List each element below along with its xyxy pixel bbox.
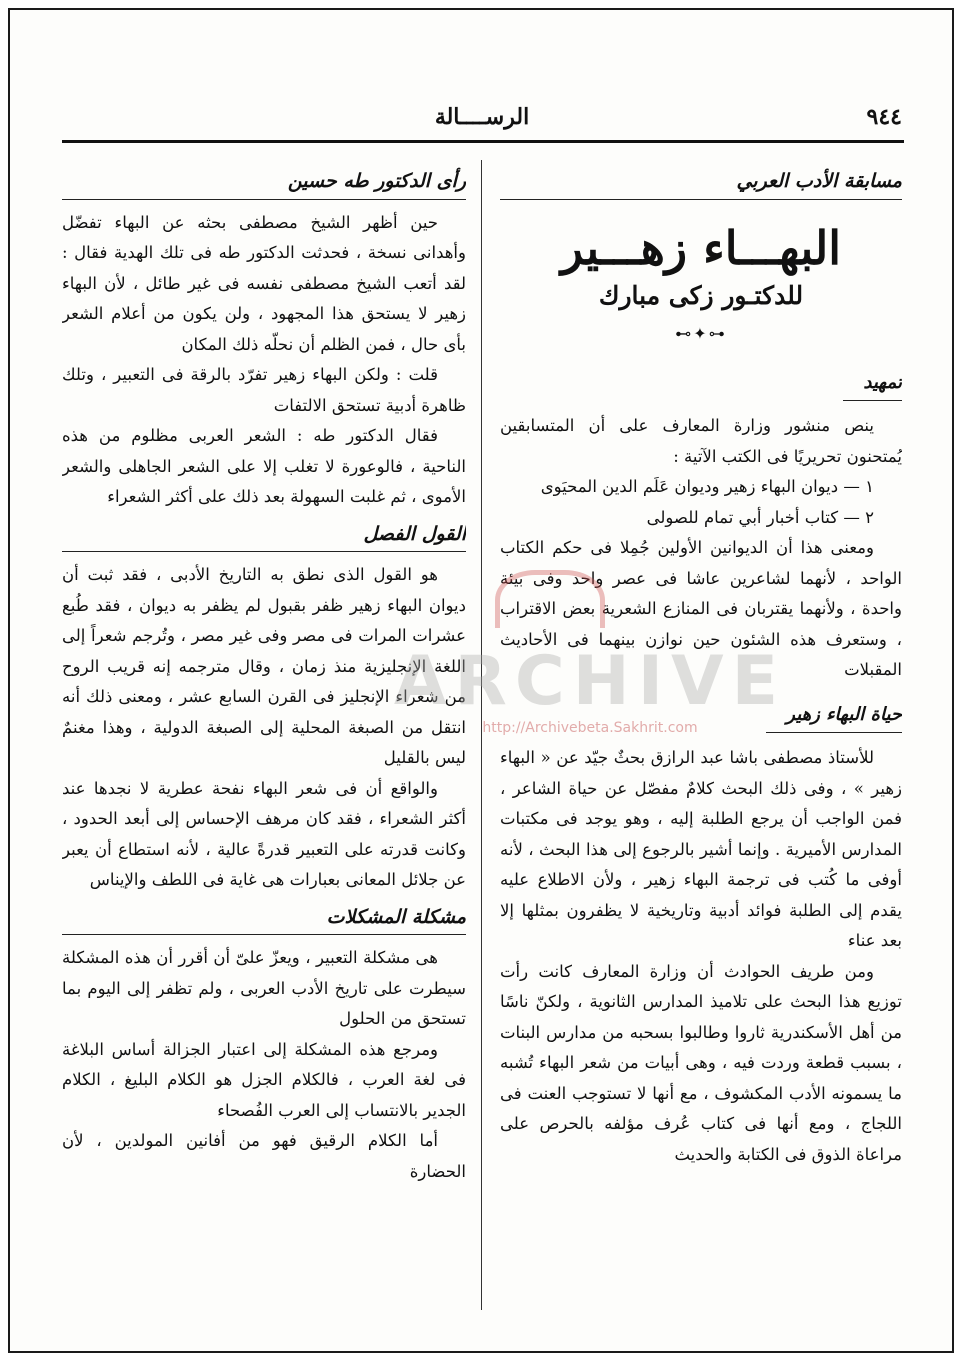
right-column <box>500 160 902 1310</box>
paragraph: هو القول الذى نطق به التاريخ الأدبى ، فقد ثبت أن ديوان البهاء زهير ظفر بقبول لم يظفر به ديوان ، فقد طُبع عشرات المرات فى مصر وفى غير مصر ، وتُرجم شعراً إلى اللغة الإنجليزية منذ زمان ، وقال مترجمه إنه قريب الروح من شعراء الإنجليز فى القرن السابع عشر ، ومعنى ذلك أنه انتقل من الصبغة المحلية إلى الصبغة الدولية ، وهذا مغنمٌ ليس بالقليل <box>62 565 466 767</box>
section-heading-life: حياة البهاء زهير <box>766 700 902 734</box>
section-heading-final-word: القول الفصل <box>62 519 466 553</box>
article-title: البهـــاء زهـــير <box>560 220 842 275</box>
left-column <box>62 160 466 1310</box>
page-number: ٩٤٤ <box>866 104 902 130</box>
section-heading-intro: تمهيد <box>843 368 902 402</box>
article-author: للدكتـور زكى مبارك <box>598 280 804 310</box>
paragraph: ومعنى هذا أن الديوانين الأولين جُمِلا فى حكم الكتاب الواحد ، لأنهما لشاعرين عاشا فى عصر واحد وفى بيئة واحدة ، ولأنهما يقتربان فى المنازع الشعرية بعض الاقتراب ، وستعرف هذه الشئون حين نوازن بينهما فى الأحاديث المقبلات <box>500 538 902 679</box>
paragraph: هى مشكلة التعبير ، ويعزّ علىّ أن أقرر أن هذه المشكلة سيطرت على تاريخ الأدب العربى ، ولم تظفر إلى اليوم بما تستحق من الحلول <box>62 948 466 1028</box>
watermark-text: ARCHIVE <box>393 642 787 721</box>
paragraph: أما الكلام الرقيق فهو من أفانين المولدين ، لأن الحضارة <box>62 1131 466 1181</box>
column-divider <box>481 160 482 1310</box>
paragraph: ينص منشور وزارة المعارف على أن المتسابقين يُمتحنون تحريريًا فى الكتب الآتية : <box>500 416 902 466</box>
watermark-url: http://Archivebeta.Sakhrit.com <box>482 720 698 736</box>
list-item: ٢ — كتاب أخبار أبي تمام للصولى <box>646 507 874 527</box>
ornament-divider: ⊷✦⊶ <box>675 323 727 343</box>
paragraph: حين أظهر الشيخ مصطفى بحثه عن البهاء تفضّل وأهدانى نسخة ، فحدثت الدكتور طه فى تلك الهدية فقال : لقد أتعب الشيخ مصطفى نفسه فى غير طائل ، لأن البهاء زهير لا يستحق هذا المجهود ، ولن يكون من أعلام الشعر بأى حال ، فمن الظلم أن نحلّه ذلك المكان <box>62 212 466 354</box>
paragraph: ومن طريف الحوادث أن وزارة المعارف كانت رأت توزيع هذا البحث على تلاميذ المدارس الثانوية ، ولكنّ ناسًا من أهل الأسكندرية ثاروا وطالبوا بسحبه من مدارس البنات ، بسبب قطعة وردت فيه ، وهى أبيات من شعر البهاء تُشبه ما يسمونه الأدب المكشوف ، مع أنها لا تستوجب العنت فى اللجاج ، ومع أنها فى كتاب عُرف مؤلفه بالحرص على مراعاة الذوق فى الكتابة والحديث <box>500 961 902 1164</box>
magazine-title: الرســــالة <box>434 104 530 130</box>
header-rule <box>62 140 904 143</box>
page-header <box>62 104 902 138</box>
list-item: ١ — ديوان البهاء زهير وديوان عَلَم الدين المحيَوى <box>540 477 874 496</box>
paragraph: ومرجع هذه المشكلة إلى اعتبار الجزالة أساس البلاغة فى لغة العرب ، فالكلام الجزل هو الكلام البليغ ، الكلام الجدير بالانتساب إلى العرب الفُصحاء <box>62 1039 466 1120</box>
paragraph: للأستاذ مصطفى باشا عبد الرازق بحثٌ جيّد عن « البهاء زهير » ، وفى ذلك البحث كلامٌ مفصّل عن حياة الشاعر ، فمن الواجب أن يرجع الطلبة إليه ، وهو يوجد فى مكتبات المدارس الأميرية . وإنما أشير بالرجوع إلى هذا البحث ، لأنه أوفى ما كُتب فى ترجمة البهاء زهير ، ولأن الاطلاع عليه يقدم إلى الطلبة فوائد أدبية وتاريخية لا يظفرون بمثلها إلا بعد عناء <box>500 748 902 950</box>
paragraph: فقال الدكتور طه : الشعر العربى مظلوم من هذه الناحية ، فالوعورة لا تغلب إلا على الشعر الجاهلى والشعر الأموى ، ثم غلبت السهولة بعد ذلك على أكثر الشعراء <box>62 426 466 506</box>
series-label: مسابقة الأدب العربي <box>500 166 902 200</box>
section-heading-taha-opinion: رأى الدكتور طه حسين <box>62 166 466 200</box>
section-heading-problem: مشكلة المشكلات <box>62 902 466 936</box>
paragraph: والواقع أن فى شعر البهاء نفحة عطرية لا نجدها عند أكثر الشعراء ، فقد كان مرهف الإحساس إلى أبعد الحدود ، وكانت قدرته على التعبير قدرةً عالية ، لأنه استطاع أن يعبر عن جلائل المعانى بعبارات هى غاية فى اللطف والإيناس <box>62 778 466 889</box>
paragraph: قلت : ولكن البهاء زهير تفرّد بالرقة فى التعبير ، وتلك ظاهرة أدبية تستحق الالتفات <box>62 365 466 415</box>
